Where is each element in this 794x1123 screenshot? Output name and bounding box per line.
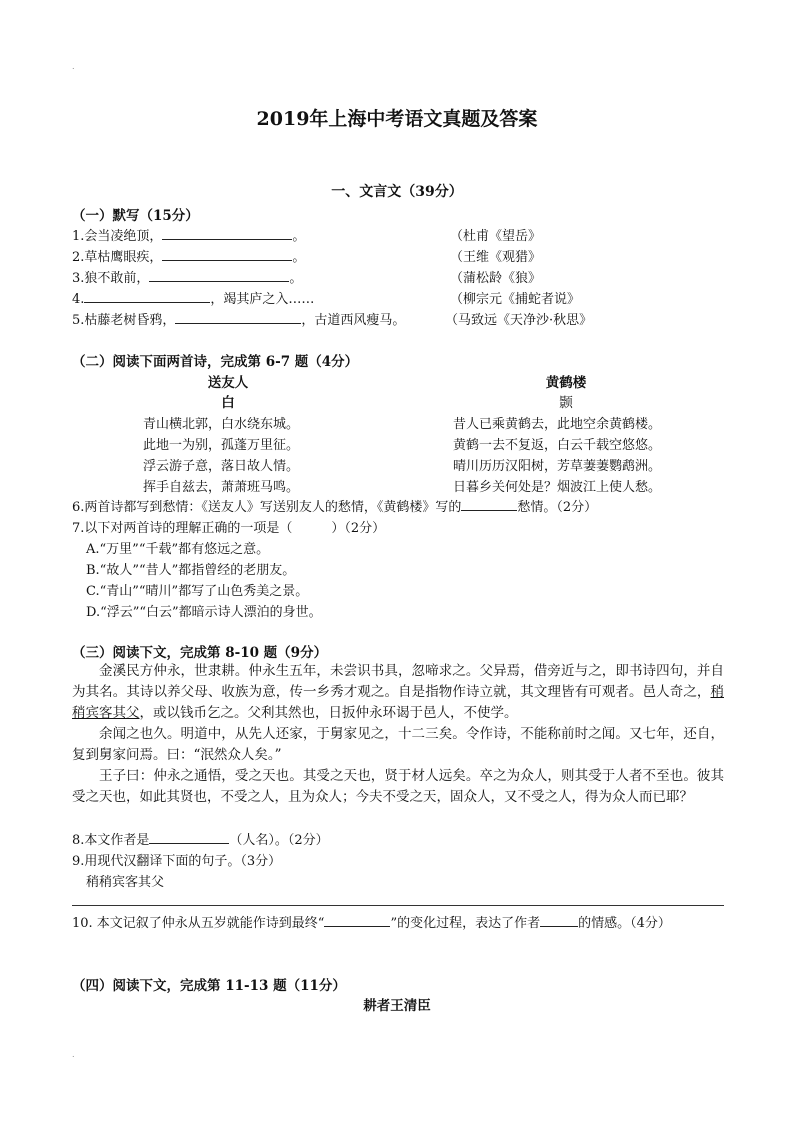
- q6-line: [72, 496, 597, 515]
- poem1-author: 白: [221, 395, 235, 411]
- q8-blank: [149, 831, 229, 844]
- part2-heading: （二）阅读下面两首诗，完成第 6-7 题（4分）: [72, 354, 359, 370]
- q9-sentence: 稍稍宾客其父: [86, 875, 165, 890]
- q1-line: [72, 225, 305, 244]
- q4-source: （柳宗元《捕蛇者说》: [450, 292, 581, 307]
- q10-blank-2: [540, 914, 578, 927]
- q4-text: 4.: [72, 292, 85, 307]
- poem2-line: 晴川历历汉阳树，芳草萋萋鹦鹉洲。: [453, 459, 662, 474]
- q10-mid: ”的变化过程，表达了作者: [390, 916, 541, 931]
- underlined-sentence: 稍稍宾客其父: [72, 684, 724, 721]
- q3-blank: [149, 269, 289, 282]
- passage-text: ，或以钱币乞之。父利其然也，日扳仲永环谒于邑人，不使学。: [139, 705, 518, 721]
- q7-option-d: D.“浮云”“白云”都暗示诗人漂泊的身世。: [86, 605, 322, 620]
- poem1-line: 挥手自兹去，萧萧班马鸣。: [143, 480, 300, 495]
- q1-blank: [162, 227, 292, 240]
- q6-end: 愁情。（2分）: [517, 500, 598, 515]
- poem1-line: 此地一为别，孤蓬万里征。: [143, 438, 300, 453]
- q3-source: （蒲松龄《狼》: [450, 271, 542, 286]
- q6-text: 6.两首诗都写到愁情：《送友人》写送别友人的愁情，《黄鹤楼》写的: [72, 500, 462, 515]
- q10-text: 10. 本文记叙了仲永从五岁就能作诗到最终“: [72, 916, 325, 931]
- q5-blank: [175, 311, 301, 324]
- q10-blank-1: [324, 914, 390, 927]
- poem2-line: 昔人已乘黄鹤去，此地空余黄鹤楼。: [453, 417, 662, 432]
- q4-line: [72, 288, 314, 307]
- section-title: 一、文言文（39分）: [331, 184, 463, 200]
- q2-blank: [162, 248, 292, 261]
- passage-paragraph: 余闻之也久。明道中，从先人还家，于舅家见之，十二三矣。令作诗，不能称前时之闻。又七年，还自，复到舅家问焉。曰：“泯然众人矣。”: [72, 726, 724, 763]
- q5-source: （马致远《天净沙·秋思》: [445, 313, 593, 328]
- q9-text: 9.用现代汉翻译下面的句子。（3分）: [72, 854, 282, 869]
- q6-blank: [461, 498, 517, 511]
- q5-text: 5.枯藤老树昏鸦，: [72, 313, 176, 328]
- part1-heading: （一）默写（15分）: [72, 208, 199, 224]
- passage-paragraph: [72, 661, 724, 724]
- q3-line: [72, 267, 302, 286]
- q7-text: 7.以下对两首诗的理解正确的一项是（ ）（2分）: [72, 521, 386, 536]
- passage-paragraph: 王子曰：仲永之通悟，受之天也。其受之天也，贤于材人远矣。卒之为众人，则其受于人者不至也。彼其受之天也，如此其贤也，不受之人，且为众人；今夫不受之天，固众人，又不受之人，得为众人而已耶？: [72, 768, 724, 805]
- q10-line: [72, 912, 671, 931]
- q1-source: （杜甫《望岳》: [450, 229, 542, 244]
- q10-end: 的情感。（4分）: [578, 916, 671, 931]
- q7-option-a: A.“万里”“千载”都有悠远之意。: [86, 542, 270, 557]
- q8-line: [72, 829, 329, 848]
- q1-end: 。: [292, 229, 306, 244]
- q1-text: 1.会当凌绝顶，: [72, 229, 163, 244]
- poem2-title: 黄鹤楼: [545, 375, 587, 391]
- answer-line: [72, 905, 724, 906]
- poem2-line: 黄鹤一去不复返，白云千载空悠悠。: [453, 438, 662, 453]
- poem1-line: 浮云游子意，落日故人情。: [143, 459, 300, 474]
- poem2-line: 日暮乡关何处是？烟波江上使人愁。: [453, 480, 662, 495]
- q7-option-c: C.“青山”“晴川”都写了山色秀美之景。: [86, 584, 309, 599]
- q2-source: （王维《观猎》: [450, 250, 542, 265]
- passage: [72, 661, 724, 808]
- header-dot: .: [72, 62, 75, 71]
- q4-blank: [84, 290, 210, 303]
- poem2-author: 颢: [559, 395, 573, 411]
- part3-heading: （三）阅读下文，完成第 8-10 题（9分）: [72, 645, 328, 661]
- q5-end: ，古道西风瘦马。: [301, 313, 406, 328]
- passage-text: 金溪民方仲永，世隶耕。仲永生五年，未尝识书具，忽啼求之。父异焉，借旁近与之，即书诗四句，并自为其名。其诗以养父母、收族为意，传一乡秀才观之。自是指物作诗立就，其文理皆有可观者。邑人奇之，: [72, 663, 724, 700]
- part4-heading: （四）阅读下文，完成第 11-13 题（11分）: [72, 978, 346, 994]
- footer-dot: .: [72, 1050, 75, 1059]
- q3-text: 3.狼不敢前，: [72, 271, 150, 286]
- poem1-title: 送友人: [207, 375, 249, 391]
- q5-line: [72, 309, 405, 328]
- q2-line: [72, 246, 305, 265]
- q8-end: （人名）。（2分）: [229, 833, 329, 848]
- q4-end: ，竭其庐之入……: [210, 292, 315, 307]
- q8-text: 8.本文作者是: [72, 833, 150, 848]
- q7-option-b: B.“故人”“昔人”都指曾经的老朋友。: [86, 563, 296, 578]
- q2-end: 。: [292, 250, 306, 265]
- page-title: 2019年上海中考语文真题及答案: [256, 108, 538, 130]
- q3-end: 。: [289, 271, 303, 286]
- article-title: 耕者王清臣: [363, 998, 431, 1014]
- poem1-line: 青山横北郭，白水绕东城。: [143, 417, 300, 432]
- q2-text: 2.草枯鹰眼疾，: [72, 250, 163, 265]
